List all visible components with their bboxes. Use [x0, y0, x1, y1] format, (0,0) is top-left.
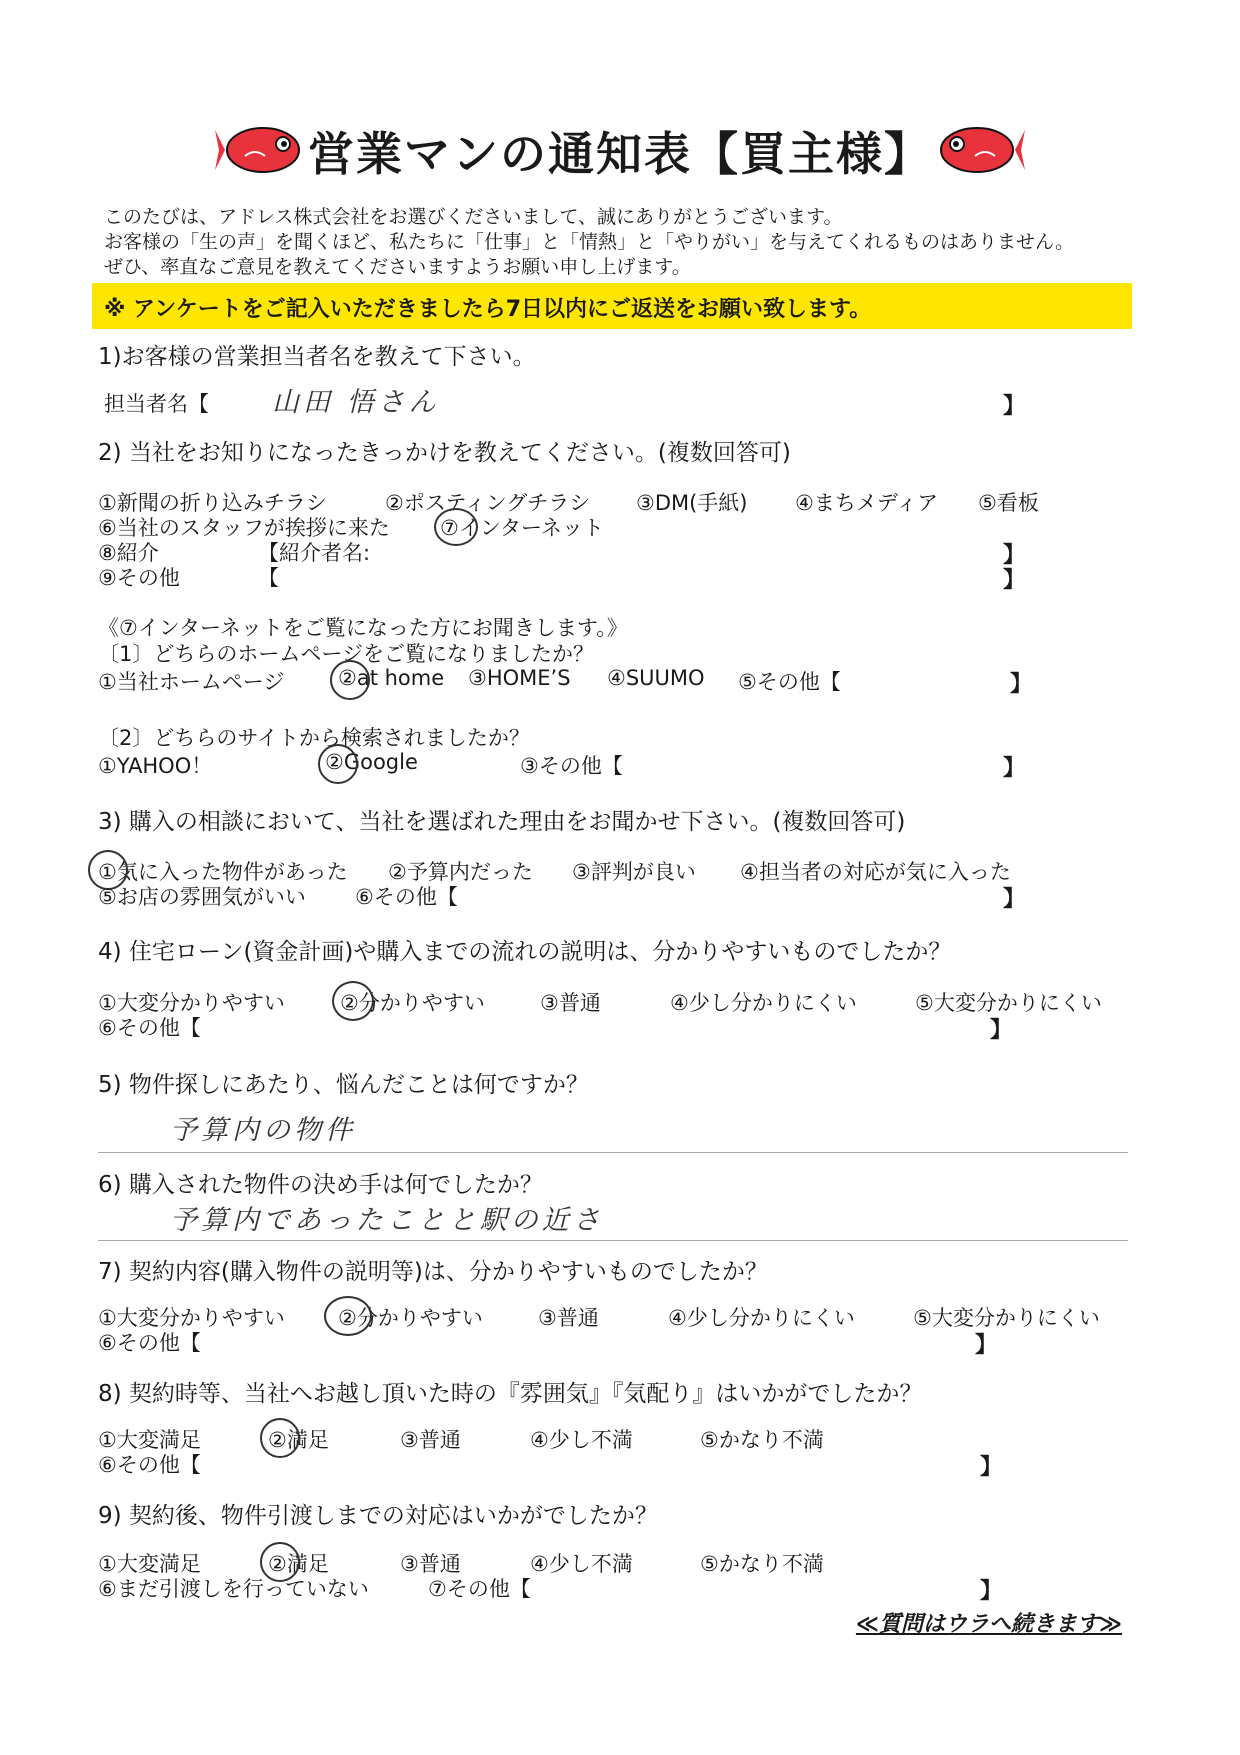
q2-sub1-close-bracket: 】: [1010, 672, 1033, 697]
q2-other-open: 【: [258, 566, 279, 590]
q2-sub2-option-1[interactable]: ①YAHOO！: [98, 754, 213, 778]
q9-option-6[interactable]: ⑥まだ引渡しを行っていない: [98, 1577, 369, 1601]
question-7: 7) 契約内容(購入物件の説明等)は、分かりやすいものでしたか？: [98, 1259, 768, 1285]
q2-sub1-option-2[interactable]: ②at home: [338, 666, 445, 690]
q4-option-1[interactable]: ①大変分かりやすい: [98, 991, 285, 1015]
q3-option-1[interactable]: ①気に入った物件があった: [98, 860, 348, 884]
question-1: 1)お客様の営業担当者名を教えて下さい。: [98, 344, 536, 370]
q4-option-2[interactable]: ②分かりやすい: [340, 991, 485, 1015]
q7-close-bracket: 】: [975, 1333, 998, 1358]
q6-answer[interactable]: 予算内であったことと駅の近さ: [170, 1205, 604, 1236]
q2-sub1-option-1[interactable]: ①当社ホームページ: [98, 670, 285, 694]
q2-close-bracket-2: 】: [1003, 568, 1026, 593]
q3-option-3[interactable]: ③評判が良い: [572, 860, 696, 884]
q2-sub1-answer-circle: [330, 660, 370, 700]
q9-option-7[interactable]: ⑦その他【: [428, 1577, 531, 1601]
q2-sub-question-2: 〔2〕どちらのサイトから検索されましたか？: [98, 726, 530, 750]
q4-option-6[interactable]: ⑥その他【: [98, 1016, 201, 1040]
q7-option-6[interactable]: ⑥その他【: [98, 1331, 201, 1355]
notice-banner: [92, 283, 1132, 329]
q2-option-7[interactable]: ⑦インターネット: [440, 516, 604, 540]
q2-option-5[interactable]: ⑤看板: [978, 491, 1039, 515]
q9-option-2[interactable]: ②満足: [268, 1552, 329, 1576]
question-8: 8) 契約時等、当社へお越し頂いた時の『雰囲気』『気配り』はいかがでしたか？: [98, 1381, 923, 1407]
q4-option-4[interactable]: ④少し分かりにくい: [670, 991, 857, 1015]
q8-option-4[interactable]: ④少し不満: [530, 1428, 633, 1452]
q4-close-bracket: 】: [990, 1018, 1013, 1043]
q2-sub-question-1: 〔1〕どちらのホームページをご覧になりましたか？: [98, 642, 594, 666]
intro-line-3: ぜひ、率直なご意見を教えてくださいますようお願い申し上げます。: [104, 256, 691, 278]
notice-text: ※ アンケートをご記入いただきましたら7日以内にご返送をお願い致します。: [104, 297, 872, 322]
q3-close-bracket: 】: [1003, 887, 1026, 912]
q3-option-2[interactable]: ②予算内だった: [388, 860, 533, 884]
q6-answer-rule: [98, 1240, 1128, 1241]
q2-sub-heading: 《⑦インターネットをご覧になった方にお聞きします。》: [98, 616, 628, 640]
q7-option-3[interactable]: ③普通: [538, 1306, 599, 1330]
intro-line-2: お客様の「生の声」を聞くほど、私たちに「仕事」と「情熱」と「やりがい」を与えてくれるものはありません。: [104, 231, 1075, 253]
q9-option-1[interactable]: ①大変満足: [98, 1552, 201, 1576]
q4-answer-circle: [332, 981, 374, 1021]
q7-option-5[interactable]: ⑤大変分かりにくい: [913, 1306, 1100, 1330]
q5-answer-rule: [98, 1152, 1128, 1153]
question-6: 6) 購入された物件の決め手は何でしたか？: [98, 1172, 543, 1198]
q8-close-bracket: 】: [980, 1455, 1003, 1480]
q2-option-2[interactable]: ②ポスティングチラシ: [385, 491, 591, 515]
q2-option-8[interactable]: ⑧紹介: [98, 541, 159, 565]
q2-sub1-option-5[interactable]: ⑤その他【: [738, 670, 841, 694]
q8-option-6[interactable]: ⑥その他【: [98, 1453, 201, 1477]
question-9: 9) 契約後、物件引渡しまでの対応はいかがでしたか？: [98, 1503, 658, 1529]
question-3: 3) 購入の相談において、当社を選ばれた理由をお聞かせ下さい。(複数回答可): [98, 809, 906, 835]
q8-option-5[interactable]: ⑤かなり不満: [700, 1428, 824, 1452]
q2-sub2-answer-circle: [318, 744, 358, 784]
q2-sub1-option-3[interactable]: ③HOME’S: [468, 666, 571, 690]
q9-option-3[interactable]: ③普通: [400, 1552, 461, 1576]
q9-close-bracket: 】: [980, 1579, 1003, 1604]
page-title: 営業マンの通知表【買主様】: [308, 127, 932, 181]
q2-referrer-label: 【紹介者名:: [258, 541, 371, 565]
q2-option-9[interactable]: ⑨その他: [98, 566, 180, 590]
q7-answer-circle: [324, 1296, 372, 1336]
q7-option-2[interactable]: ②分かりやすい: [338, 1306, 483, 1330]
q8-answer-circle: [260, 1418, 300, 1458]
q9-option-5[interactable]: ⑤かなり不満: [700, 1552, 824, 1576]
q1-label: 担当者名【: [104, 392, 209, 416]
q1-close-bracket: 】: [1003, 394, 1026, 419]
question-2: 2) 当社をお知りになったきっかけを教えてください。(複数回答可): [98, 440, 791, 466]
q3-option-5[interactable]: ⑤お店の雰囲気がいい: [98, 885, 306, 909]
question-4: 4) 住宅ローン(資金計画)や購入までの流れの説明は、分かりやすいものでしたか？: [98, 939, 952, 965]
q2-option-1[interactable]: ①新聞の折り込みチラシ: [98, 491, 327, 515]
q8-option-1[interactable]: ①大変満足: [98, 1428, 201, 1452]
q5-answer[interactable]: 予算内の物件: [170, 1115, 356, 1146]
q2-sub2-option-3[interactable]: ③その他【: [520, 754, 623, 778]
q2-option-6[interactable]: ⑥当社のスタッフが挨拶に来た: [98, 516, 390, 540]
intro-line-1: このたびは、アドレス株式会社をお選びくださいまして、誠にありがとうございます。: [104, 206, 843, 228]
q7-option-1[interactable]: ①大変分かりやすい: [98, 1306, 285, 1330]
q4-option-5[interactable]: ⑤大変分かりにくい: [915, 991, 1102, 1015]
q4-option-3[interactable]: ③普通: [540, 991, 601, 1015]
q2-sub2-option-2[interactable]: ②Google: [325, 750, 418, 774]
continued-note: ≪質問はウラへ続きます≫: [855, 1612, 1122, 1637]
q2-option-3[interactable]: ③DM(手紙): [636, 491, 748, 515]
q8-option-3[interactable]: ③普通: [400, 1428, 461, 1452]
q3-option-4[interactable]: ④担当者の対応が気に入った: [740, 860, 1011, 884]
q2-sub1-option-4[interactable]: ④SUUMO: [607, 666, 705, 690]
q1-answer[interactable]: 山田 悟さん: [272, 387, 440, 418]
q2-option-4[interactable]: ④まちメディア: [795, 491, 939, 515]
q9-option-4[interactable]: ④少し不満: [530, 1552, 633, 1576]
q2-sub2-close-bracket: 】: [1003, 756, 1026, 781]
q3-option-6[interactable]: ⑥その他【: [355, 885, 458, 909]
q7-option-4[interactable]: ④少し分かりにくい: [668, 1306, 855, 1330]
q2-close-bracket-1: 】: [1003, 543, 1026, 568]
q8-option-2[interactable]: ②満足: [268, 1428, 329, 1452]
q2-answer-circle: [434, 508, 478, 546]
question-5: 5) 物件探しにあたり、悩んだことは何ですか？: [98, 1072, 589, 1098]
